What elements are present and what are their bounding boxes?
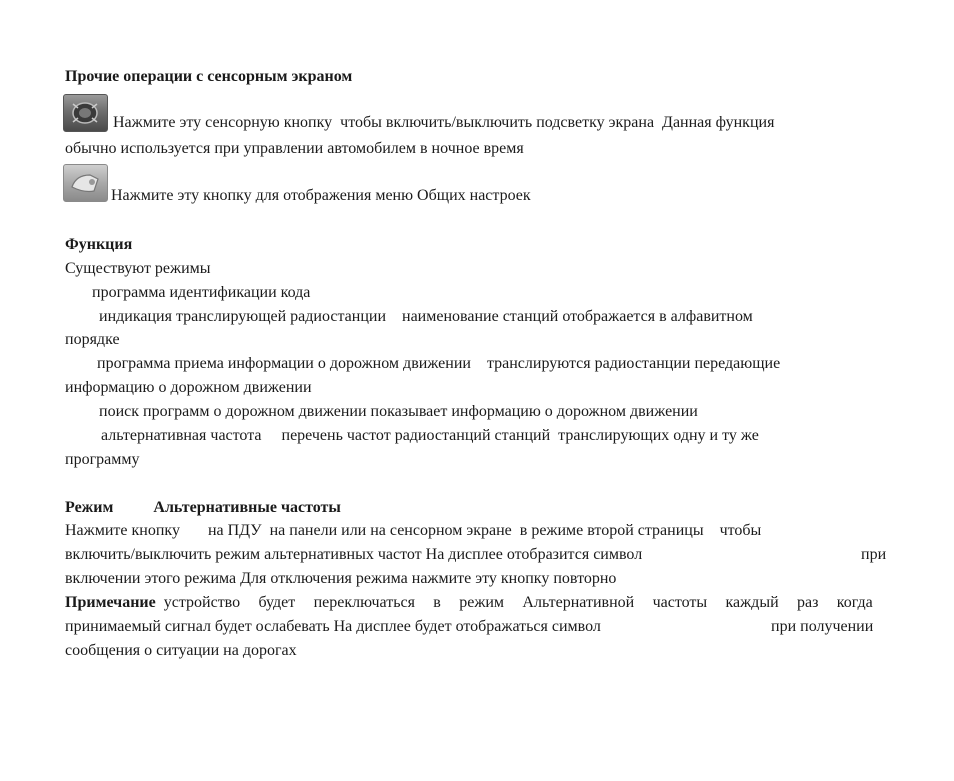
settings-button-icon — [63, 164, 108, 202]
note-line3: сообщения о ситуации на дорогах — [65, 642, 297, 659]
backlight-description-line2: обычно используется при управлении автомобилем в ночное время — [65, 140, 524, 157]
mode-pi: программа идентификации кода — [92, 284, 311, 301]
mode-tp-line2: информацию о дорожном движении — [65, 379, 312, 396]
backlight-description-line1: Нажмите эту сенсорную кнопку чтобы включить/выключить подсветку экрана Данная функция — [113, 114, 775, 131]
note-label: Примечание — [65, 594, 156, 611]
mode-paragraph-line3: включении этого режима Для отключения режима нажмите эту кнопку повторно — [65, 570, 617, 587]
note-line2a: принимаемый сигнал будет ослабевать На дисплее будет отображаться символ — [65, 618, 601, 635]
settings-description: Нажмите эту кнопку для отображения меню Общих настроек — [111, 187, 531, 204]
mode-ta: поиск программ о дорожном движении показывает информацию о дорожном движении — [99, 403, 698, 420]
mode-af-line2: программу — [65, 451, 140, 468]
mode-tp-line1: программа приема информации о дорожном движении транслируются радиостанции передающие — [97, 355, 781, 372]
mode-ps-line2: порядке — [65, 331, 120, 348]
modes-intro: Существуют режимы — [65, 260, 211, 277]
mode-heading-title: Альтернативные частоты — [153, 499, 341, 516]
mode-heading-word: Режим — [65, 499, 114, 516]
mode-heading — [65, 498, 341, 518]
backlight-button-icon — [63, 94, 108, 132]
mode-paragraph-line2b: при — [861, 546, 887, 563]
note-text-1: устройство будет переключаться в режим Альтернативной частоты каждый раз когда — [163, 594, 873, 611]
note-line1 — [65, 593, 889, 613]
mode-paragraph-line1: Нажмите кнопку на ПДУ на панели или на сенсорном экране в режиме второй страницы чтобы — [65, 522, 762, 539]
section-heading: Прочие операции с сенсорным экраном — [65, 68, 353, 85]
mode-af-line1: альтернативная частота перечень частот радиостанций станций транслирующих одну и ту же — [101, 427, 759, 444]
note-line2b: при получении — [771, 618, 874, 635]
mode-ps-line1: индикация транслирующей радиостанции наименование станций отображается в алфавитном — [99, 308, 753, 325]
function-heading: Функция — [65, 236, 133, 253]
mode-paragraph-line2a: включить/выключить режим альтернативных частот На дисплее отобразится символ — [65, 546, 643, 563]
